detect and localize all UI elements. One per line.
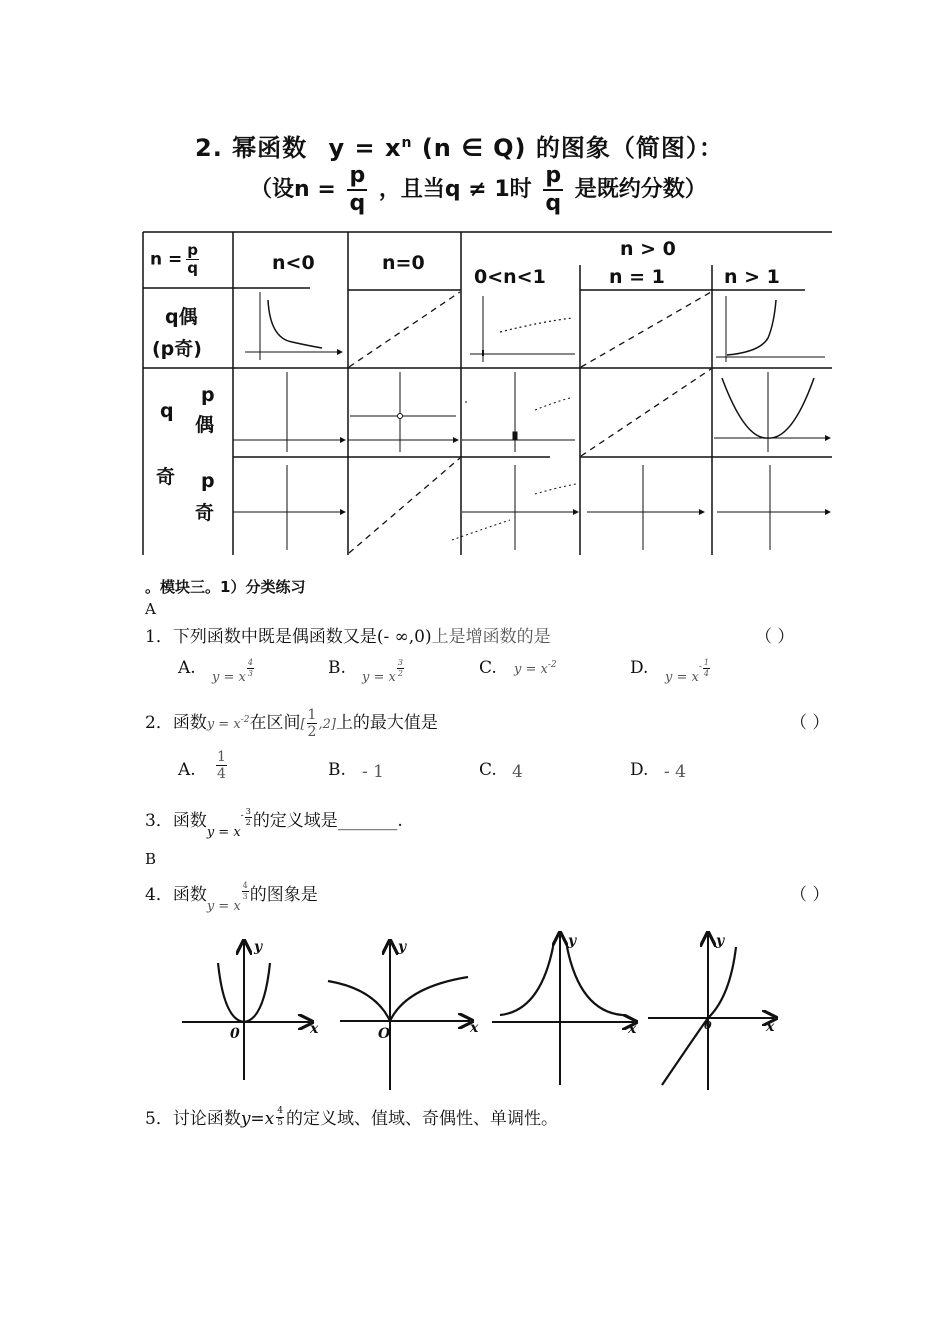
row-label-q-even: q偶	[165, 306, 198, 328]
q1-option-b-label: B.	[328, 658, 346, 678]
fraction-numerator: 1	[703, 658, 709, 667]
fraction-numerator: p	[543, 165, 563, 191]
q4-answer-paren[interactable]: （ ）	[790, 885, 830, 905]
q1-text-end: 上是增函数的是	[431, 627, 551, 647]
row-label-odd: 奇	[156, 466, 176, 488]
q3-answer-blank[interactable]: _______.	[337, 811, 403, 831]
q4-graph-a-origin: 0	[230, 1026, 240, 1042]
q2-option-a-fraction	[216, 750, 227, 781]
fraction-numerator: p	[347, 165, 367, 191]
q4-text-end: 的图象是	[249, 885, 318, 905]
formula-base: y = x	[362, 670, 396, 685]
q1-interval: (- ∞,0)	[376, 627, 432, 647]
question-1	[145, 622, 551, 647]
q2-exponent: -2	[240, 715, 250, 725]
fraction-numerator: 1	[307, 707, 317, 723]
q4-exp-fraction	[242, 882, 249, 901]
fraction-denominator: 3	[247, 669, 253, 678]
q3-function: y = x	[206, 825, 241, 840]
formula-neg-sign: -	[698, 662, 702, 672]
q2-option-d-label: D.	[630, 760, 649, 780]
q1-answer-paren[interactable]: （ ）	[755, 627, 795, 647]
q4-function: y = x	[206, 899, 241, 914]
q4-graph-b-y-label: y	[398, 939, 407, 955]
formula-base: y = x	[212, 670, 246, 685]
question-3	[145, 806, 403, 840]
fraction-denominator: q	[349, 191, 366, 216]
q5-text-end: 的定义域、值域、奇偶性、单调性。	[286, 1109, 558, 1129]
graph-q-even-n-frac	[470, 296, 575, 362]
formula-base: y = x	[514, 662, 548, 677]
row-label-odd-2: 奇	[195, 502, 215, 524]
fraction-denominator: q	[187, 259, 199, 277]
heading-exponent: n	[401, 135, 413, 151]
formula-base: y = x	[665, 670, 699, 685]
fraction-denominator: 2	[307, 724, 317, 740]
q1-option-c-formula	[514, 662, 557, 677]
q5-exp-fraction	[276, 1107, 284, 1128]
q3-text-end: 的定义域是	[252, 811, 338, 831]
graph-p-even-n-frac	[462, 372, 575, 452]
q1-option-a-formula	[212, 658, 255, 687]
q1-option-c-label: C.	[479, 658, 497, 678]
section-heading: 。模块三。1）分类练习	[145, 578, 306, 596]
fraction-denominator: q	[545, 191, 562, 216]
question-2	[145, 708, 438, 739]
q5-text: 5．讨论函数	[145, 1109, 241, 1129]
fraction-numerator: 4	[247, 658, 253, 667]
q1-option-b-formula	[362, 658, 405, 687]
q4-graph-c-x-label: x	[628, 1021, 637, 1037]
fraction-numerator: 3	[397, 658, 403, 667]
q3-text: 3．函数	[145, 811, 207, 831]
heading-note-mid: ，且当q ≠ 1时	[378, 177, 532, 202]
q2-interval-fraction	[307, 708, 318, 739]
q4-graph-b-x-label: x	[470, 1020, 479, 1036]
q4-graph-d-origin: 0	[704, 1019, 712, 1032]
q4-text: 4．函数	[145, 885, 207, 905]
q3-neg-sign: -	[240, 811, 244, 821]
q4-graph-c	[492, 933, 637, 1085]
fraction-denominator: 2	[245, 818, 251, 827]
q4-graph-b-origin: O	[378, 1026, 391, 1042]
q4-graph-a-y-label: y	[254, 939, 263, 955]
q4-graph-b	[328, 939, 479, 1090]
col-header-n-zero: n=0	[382, 252, 425, 274]
q2-option-b-value: - 1	[362, 762, 384, 782]
graph-p-odd-n-neg	[233, 465, 345, 550]
q5-function: y=x	[240, 1109, 275, 1129]
q2-option-a-label: A.	[178, 760, 196, 780]
fraction-denominator: 3	[242, 892, 248, 901]
q4-graph-options	[170, 925, 790, 1095]
fraction-denominator: 2	[397, 669, 403, 678]
question-4	[145, 880, 318, 914]
q1-option-d-label: D.	[630, 658, 649, 678]
fraction-numerator: p	[187, 241, 199, 259]
row-label-q: q	[160, 400, 174, 422]
col-header-n-pos: n > 0	[620, 238, 676, 260]
fraction-denominator: 4	[703, 669, 709, 678]
q1-option-a-label: A.	[178, 658, 196, 678]
level-b-label: B	[145, 850, 157, 868]
corner-fraction	[186, 243, 199, 276]
graph-q-even-n-gt1	[716, 296, 825, 362]
q2-option-a-value	[212, 750, 231, 781]
q4-graph-c-y-label: y	[568, 933, 577, 949]
q1-option-d-formula	[665, 658, 711, 687]
question-5	[145, 1104, 558, 1130]
q2-option-b-label: B.	[328, 760, 346, 780]
fraction-numerator: 3	[245, 807, 251, 816]
row-label-p-2: p	[201, 470, 215, 492]
corner-prefix: n =	[150, 249, 183, 270]
q4-graph-d-y-label: y	[716, 933, 725, 949]
row-label-even: 偶	[195, 414, 215, 436]
table-corner-header	[150, 243, 203, 276]
q4-graph-a	[182, 939, 319, 1080]
graph-p-even-n-gt1	[714, 372, 830, 452]
q3-exp-fraction	[245, 808, 252, 827]
fraction-numerator: 4	[277, 1106, 283, 1116]
formula-exp-fraction	[247, 659, 254, 678]
fraction-numerator: 1	[217, 749, 226, 765]
q4-graph-d	[648, 933, 775, 1090]
q1-text: 1．下列函数中既是偶函数又是	[145, 627, 377, 647]
not-applicable-diagonals	[349, 292, 711, 553]
graph-p-odd-n-gt1	[717, 465, 830, 550]
q2-text: 2．函数	[145, 713, 207, 733]
q4-graph-a-x-label: x	[310, 1021, 319, 1037]
col-header-n-frac: 0<n<1	[474, 266, 546, 288]
heading-rest: (n ∈ Q) 的图象（简图）：	[421, 134, 724, 162]
formula-exp-fraction	[397, 659, 404, 678]
heading-number: 2. 幂函数	[195, 134, 308, 162]
col-header-n-gt1: n > 1	[724, 266, 780, 288]
col-header-n-neg: n<0	[272, 252, 315, 274]
formula-exponent: -2	[547, 660, 557, 670]
heading-formula: y = x	[328, 134, 402, 162]
q2-interval-open: [	[300, 717, 306, 732]
q2-answer-paren[interactable]: （ ）	[790, 713, 830, 733]
q2-interval-close: ,2]	[318, 717, 336, 732]
q2-option-c-label: C.	[479, 760, 497, 780]
row-label-p-odd: (p奇)	[152, 338, 202, 360]
graph-p-odd-n-frac	[452, 465, 578, 550]
q2-option-c-value: 4	[512, 762, 523, 782]
heading-note-prefix: （设n =	[250, 177, 336, 202]
q2-option-d-value: - 4	[664, 762, 686, 782]
graph-p-even-n-neg	[233, 372, 345, 452]
fraction-denominator: 4	[217, 766, 226, 782]
q4-graph-d-x-label: x	[766, 1019, 775, 1035]
graph-p-even-n-zero	[348, 372, 458, 452]
graph-q-even-n-neg	[245, 292, 342, 360]
heading-note-end: 是既约分数）	[574, 177, 707, 202]
formula-exp-fraction	[703, 659, 710, 678]
row-label-p-1: p	[201, 384, 215, 406]
level-a-label: A	[145, 600, 156, 618]
fraction-denominator: 5	[277, 1118, 283, 1128]
graph-p-odd-n-one	[587, 465, 704, 550]
q2-text-end: 上的最大值是	[335, 713, 438, 733]
col-header-n-one: n = 1	[609, 266, 665, 288]
q2-function: y = x	[206, 717, 241, 732]
q2-text-interval: 在区间	[249, 713, 301, 733]
fraction-numerator: 4	[242, 881, 248, 890]
